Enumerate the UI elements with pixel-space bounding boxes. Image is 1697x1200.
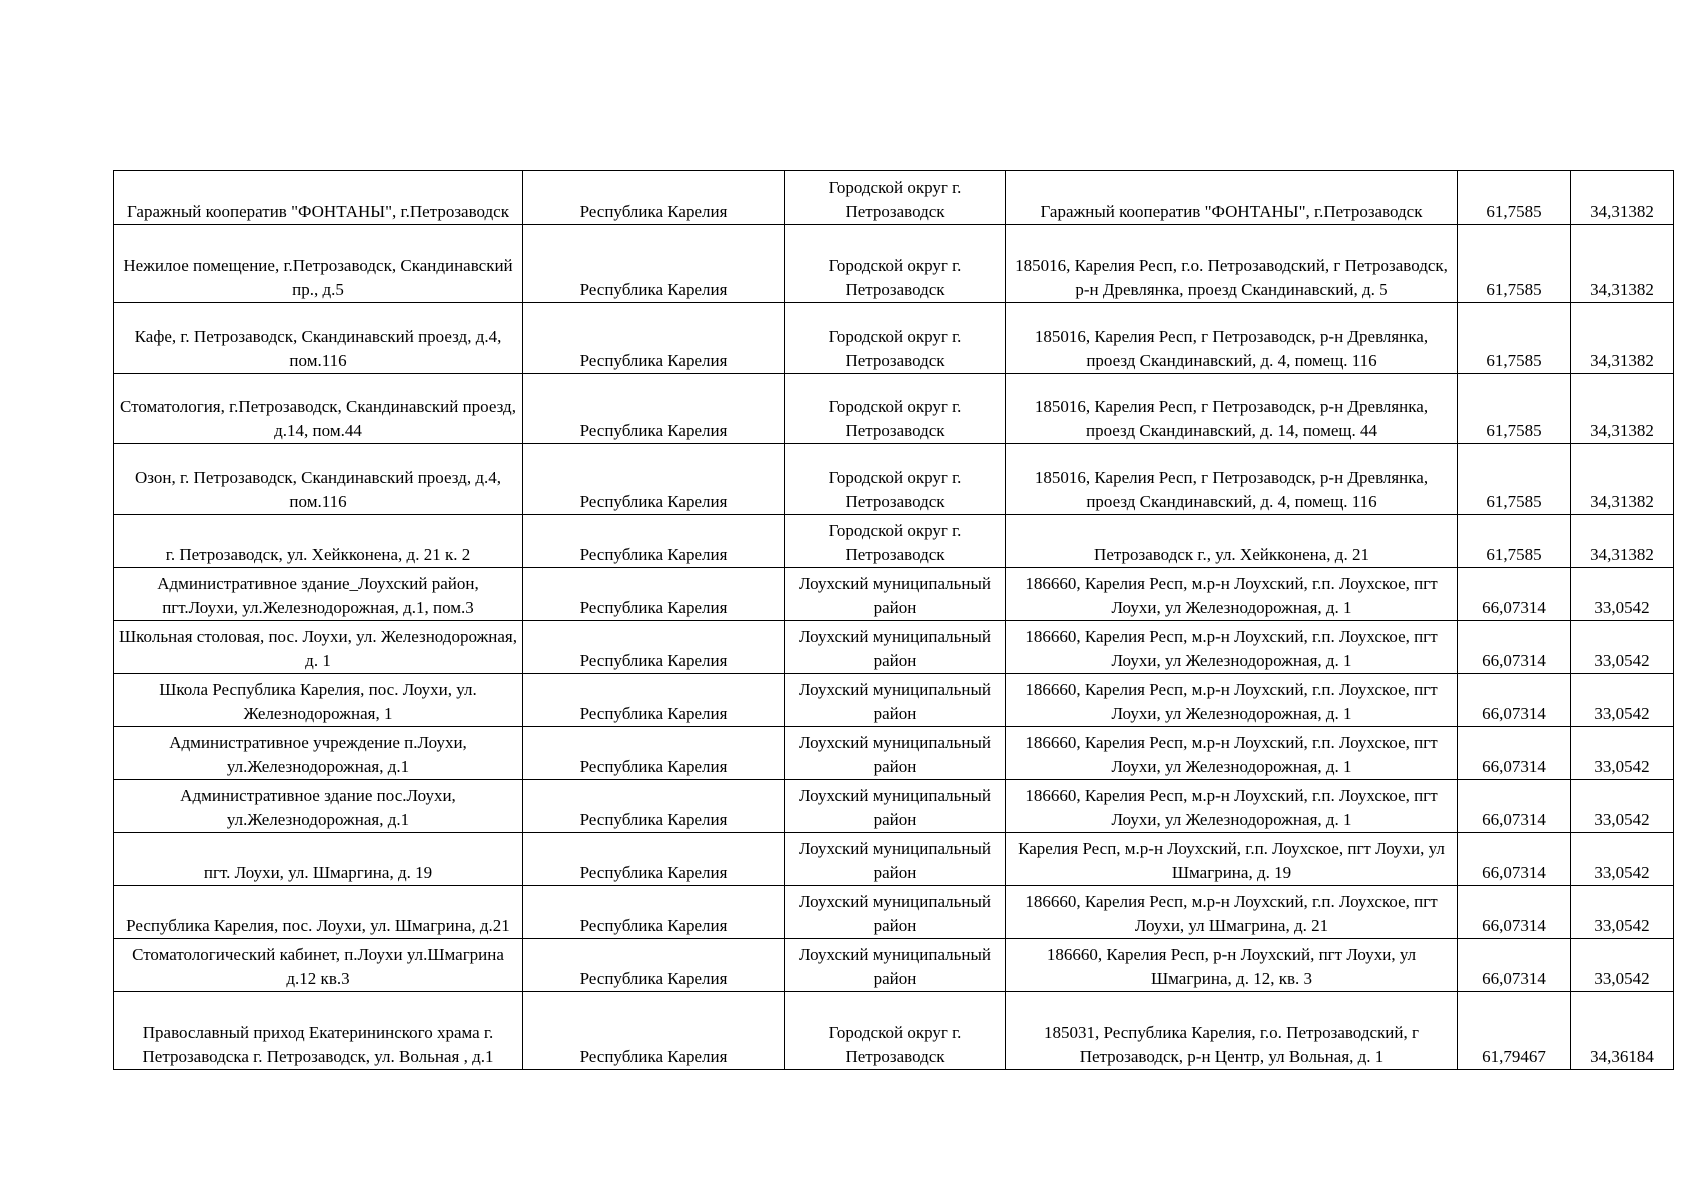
latitude-cell: 66,07314 <box>1458 568 1571 621</box>
object-name-cell: Стоматологический кабинет, п.Лоухи ул.Шмагрина д.12 кв.3 <box>114 939 523 992</box>
address-cell: 186660, Карелия Респ, м.р-н Лоухский, г.п. Лоухское, пгт Лоухи, ул Железнодорожная, д. 1 <box>1006 621 1458 674</box>
address-cell: 185016, Карелия Респ, г Петрозаводск, р-н Древлянка, проезд Скандинавский, д. 4, помещ. 116 <box>1006 444 1458 515</box>
table-row <box>114 833 1674 886</box>
object-name-cell: Озон, г. Петрозаводск, Скандинавский проезд, д.4, пом.116 <box>114 444 523 515</box>
region-cell: Республика Карелия <box>523 225 785 303</box>
latitude-cell: 66,07314 <box>1458 727 1571 780</box>
table-row <box>114 171 1674 225</box>
latitude-cell: 61,7585 <box>1458 303 1571 374</box>
longitude-cell: 33,0542 <box>1571 886 1674 939</box>
latitude-cell: 66,07314 <box>1458 780 1571 833</box>
latitude-cell: 61,79467 <box>1458 992 1571 1070</box>
object-name-cell: Административное здание_Лоухский район, пгт.Лоухи, ул.Железнодорожная, д.1, пом.3 <box>114 568 523 621</box>
table-row <box>114 568 1674 621</box>
region-cell: Республика Карелия <box>523 444 785 515</box>
address-cell: 185031, Республика Карелия, г.о. Петрозаводский, г Петрозаводск, р-н Центр, ул Вольная, д. 1 <box>1006 992 1458 1070</box>
table-row <box>114 225 1674 303</box>
table-row <box>114 303 1674 374</box>
longitude-cell: 33,0542 <box>1571 674 1674 727</box>
object-name-cell: Нежилое помещение, г.Петрозаводск, Скандинавский пр., д.5 <box>114 225 523 303</box>
table-row <box>114 621 1674 674</box>
district-cell: Лоухский муниципальный район <box>785 780 1006 833</box>
region-cell: Республика Карелия <box>523 674 785 727</box>
latitude-cell: 66,07314 <box>1458 674 1571 727</box>
district-cell: Лоухский муниципальный район <box>785 939 1006 992</box>
latitude-cell: 61,7585 <box>1458 171 1571 225</box>
table-row <box>114 886 1674 939</box>
longitude-cell: 34,31382 <box>1571 444 1674 515</box>
district-cell: Городской округ г. Петрозаводск <box>785 171 1006 225</box>
district-cell: Городской округ г. Петрозаводск <box>785 444 1006 515</box>
region-cell: Республика Карелия <box>523 939 785 992</box>
district-cell: Городской округ г. Петрозаводск <box>785 374 1006 444</box>
locations-table-body <box>114 171 1674 1070</box>
table-row <box>114 939 1674 992</box>
object-name-cell: Административное здание пос.Лоухи, ул.Железнодорожная, д.1 <box>114 780 523 833</box>
longitude-cell: 34,36184 <box>1571 992 1674 1070</box>
address-cell: 185016, Карелия Респ, г Петрозаводск, р-н Древлянка, проезд Скандинавский, д. 14, помещ. 44 <box>1006 374 1458 444</box>
object-name-cell: Республика Карелия, пос. Лоухи, ул. Шмагрина, д.21 <box>114 886 523 939</box>
district-cell: Лоухский муниципальный район <box>785 568 1006 621</box>
address-cell: Гаражный кооператив "ФОНТАНЫ", г.Петрозаводск <box>1006 171 1458 225</box>
address-cell: 186660, Карелия Респ, м.р-н Лоухский, г.п. Лоухское, пгт Лоухи, ул Шмагрина, д. 21 <box>1006 886 1458 939</box>
region-cell: Республика Карелия <box>523 303 785 374</box>
table-row <box>114 515 1674 568</box>
district-cell: Лоухский муниципальный район <box>785 727 1006 780</box>
longitude-cell: 34,31382 <box>1571 374 1674 444</box>
address-cell: Петрозаводск г., ул. Хейкконена, д. 21 <box>1006 515 1458 568</box>
district-cell: Городской округ г. Петрозаводск <box>785 515 1006 568</box>
address-cell: 186660, Карелия Респ, м.р-н Лоухский, г.п. Лоухское, пгт Лоухи, ул Железнодорожная, д. 1 <box>1006 674 1458 727</box>
district-cell: Лоухский муниципальный район <box>785 886 1006 939</box>
table-row <box>114 674 1674 727</box>
latitude-cell: 66,07314 <box>1458 886 1571 939</box>
region-cell: Республика Карелия <box>523 886 785 939</box>
object-name-cell: Гаражный кооператив "ФОНТАНЫ", г.Петрозаводск <box>114 171 523 225</box>
longitude-cell: 33,0542 <box>1571 727 1674 780</box>
longitude-cell: 33,0542 <box>1571 939 1674 992</box>
region-cell: Республика Карелия <box>523 727 785 780</box>
latitude-cell: 66,07314 <box>1458 621 1571 674</box>
address-cell: 185016, Карелия Респ, г.о. Петрозаводский, г Петрозаводск, р-н Древлянка, проезд Скандинавский, д. 5 <box>1006 225 1458 303</box>
address-cell: 186660, Карелия Респ, р-н Лоухский, пгт Лоухи, ул Шмагрина, д. 12, кв. 3 <box>1006 939 1458 992</box>
latitude-cell: 66,07314 <box>1458 939 1571 992</box>
address-cell: 186660, Карелия Респ, м.р-н Лоухский, г.п. Лоухское, пгт Лоухи, ул Железнодорожная, д. 1 <box>1006 780 1458 833</box>
locations-table <box>113 170 1674 1070</box>
table-row <box>114 780 1674 833</box>
address-cell: 186660, Карелия Респ, м.р-н Лоухский, г.п. Лоухское, пгт Лоухи, ул Железнодорожная, д. 1 <box>1006 727 1458 780</box>
district-cell: Городской округ г. Петрозаводск <box>785 992 1006 1070</box>
object-name-cell: Школьная столовая, пос. Лоухи, ул. Железнодорожная, д. 1 <box>114 621 523 674</box>
region-cell: Республика Карелия <box>523 568 785 621</box>
table-row <box>114 444 1674 515</box>
table-row <box>114 374 1674 444</box>
district-cell: Лоухский муниципальный район <box>785 621 1006 674</box>
latitude-cell: 61,7585 <box>1458 374 1571 444</box>
latitude-cell: 66,07314 <box>1458 833 1571 886</box>
region-cell: Республика Карелия <box>523 171 785 225</box>
district-cell: Лоухский муниципальный район <box>785 833 1006 886</box>
longitude-cell: 34,31382 <box>1571 303 1674 374</box>
longitude-cell: 34,31382 <box>1571 515 1674 568</box>
object-name-cell: Школа Республика Карелия, пос. Лоухи, ул. Железнодорожная, 1 <box>114 674 523 727</box>
region-cell: Республика Карелия <box>523 780 785 833</box>
region-cell: Республика Карелия <box>523 374 785 444</box>
table-row <box>114 727 1674 780</box>
longitude-cell: 33,0542 <box>1571 568 1674 621</box>
object-name-cell: Православный приход Екатерининского храма г. Петрозаводска г. Петрозаводск, ул. Вольная , д.1 <box>114 992 523 1070</box>
district-cell: Лоухский муниципальный район <box>785 674 1006 727</box>
latitude-cell: 61,7585 <box>1458 444 1571 515</box>
object-name-cell: Стоматология, г.Петрозаводск, Скандинавский проезд, д.14, пом.44 <box>114 374 523 444</box>
longitude-cell: 33,0542 <box>1571 833 1674 886</box>
address-cell: Карелия Респ, м.р-н Лоухский, г.п. Лоухское, пгт Лоухи, ул Шмагрина, д. 19 <box>1006 833 1458 886</box>
district-cell: Городской округ г. Петрозаводск <box>785 303 1006 374</box>
object-name-cell: Административное учреждение п.Лоухи, ул.Железнодорожная, д.1 <box>114 727 523 780</box>
address-cell: 185016, Карелия Респ, г Петрозаводск, р-н Древлянка, проезд Скандинавский, д. 4, помещ. 116 <box>1006 303 1458 374</box>
longitude-cell: 33,0542 <box>1571 780 1674 833</box>
district-cell: Городской округ г. Петрозаводск <box>785 225 1006 303</box>
longitude-cell: 34,31382 <box>1571 225 1674 303</box>
region-cell: Республика Карелия <box>523 515 785 568</box>
address-cell: 186660, Карелия Респ, м.р-н Лоухский, г.п. Лоухское, пгт Лоухи, ул Железнодорожная, д. 1 <box>1006 568 1458 621</box>
region-cell: Республика Карелия <box>523 621 785 674</box>
table-row <box>114 992 1674 1070</box>
longitude-cell: 33,0542 <box>1571 621 1674 674</box>
longitude-cell: 34,31382 <box>1571 171 1674 225</box>
object-name-cell: г. Петрозаводск, ул. Хейкконена, д. 21 к. 2 <box>114 515 523 568</box>
object-name-cell: пгт. Лоухи, ул. Шмаргина, д. 19 <box>114 833 523 886</box>
region-cell: Республика Карелия <box>523 833 785 886</box>
region-cell: Республика Карелия <box>523 992 785 1070</box>
latitude-cell: 61,7585 <box>1458 515 1571 568</box>
latitude-cell: 61,7585 <box>1458 225 1571 303</box>
object-name-cell: Кафе, г. Петрозаводск, Скандинавский проезд, д.4, пом.116 <box>114 303 523 374</box>
